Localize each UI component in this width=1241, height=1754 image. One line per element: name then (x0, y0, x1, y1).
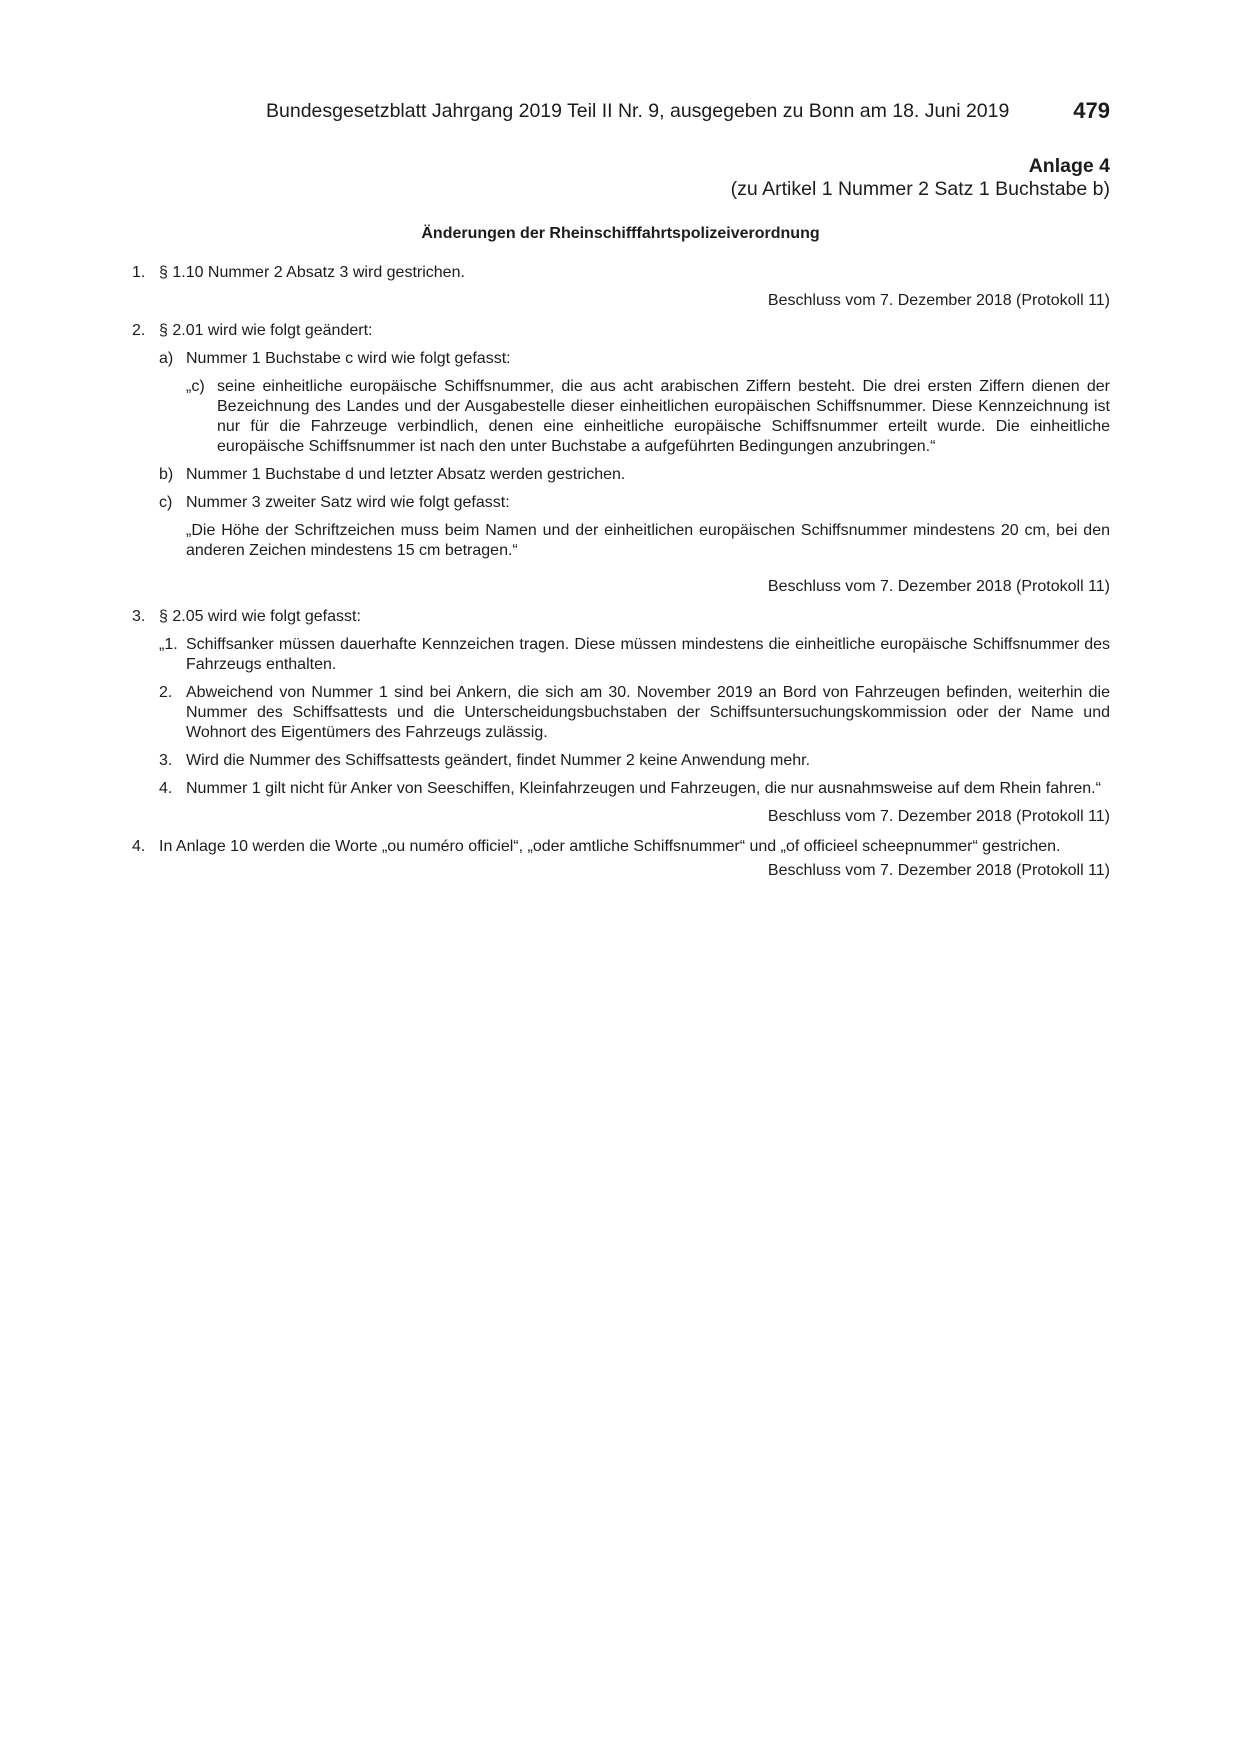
amendment-item-1 (132, 263, 1110, 283)
document-heading: Änderungen der Rheinschifffahrtspolizeiverordnung (421, 225, 820, 242)
quoted-point-number: „1. (159, 636, 178, 653)
anlage-subtitle: (zu Artikel 1 Nummer 2 Satz 1 Buchstabe b) (730, 178, 1110, 200)
quoted-point-4 (132, 779, 1110, 799)
sub-item-a (132, 349, 1110, 369)
item-text: § 2.01 wird wie folgt geändert: (159, 322, 373, 339)
sub-item-letter: c) (159, 494, 173, 511)
quoted-point-number: 4. (159, 780, 173, 797)
beschluss-line: Beschluss vom 7. Dezember 2018 (Protokoll 11) (767, 578, 1110, 595)
quoted-point-number: 2. (159, 684, 173, 701)
beschluss-line: Beschluss vom 7. Dezember 2018 (Protokoll 11) (767, 862, 1110, 879)
quoted-point-1 (132, 635, 1110, 675)
quoted-point-text: Abweichend von Nummer 1 sind bei Ankern, die sich am 30. November 2019 an Bord von Fahrzeugen befinden, weiterhin die Nummer des Schiffsattests und die Unterscheidungsbuchstaben der Schiffsuntersuchungskommission oder der Name und Wohnort des Eigentümers des Fahrzeugs zulässig. (186, 684, 1110, 741)
quoted-point-text: Wird die Nummer des Schiffsattests geändert, findet Nummer 2 keine Anwendung mehr. (186, 752, 811, 769)
item-text: In Anlage 10 werden die Worte „ou numéro officiel“, „oder amtliche Schiffsnummer“ und „of officieel scheepnummer“ gestrichen. (159, 838, 1061, 855)
anlage-title: Anlage 4 (1028, 155, 1110, 177)
quoted-point-letter: „c) (186, 378, 205, 395)
item-text: § 2.05 wird wie folgt gefasst: (159, 608, 361, 625)
amendment-item-4 (132, 837, 1110, 857)
page-number: 479 (1073, 98, 1110, 123)
item-number: 3. (132, 608, 146, 625)
amendment-item-3 (132, 607, 1110, 627)
sub-item-letter: a) (159, 350, 174, 367)
quoted-point-3 (132, 751, 1110, 771)
quoted-point-text: Nummer 1 gilt nicht für Anker von Seeschiffen, Kleinfahrzeugen und Fahrzeugen, die nur ausnahmsweise auf dem Rhein fahren.“ (186, 780, 1101, 797)
item-text: § 1.10 Nummer 2 Absatz 3 wird gestrichen. (159, 264, 465, 281)
header-title: Bundesgesetzblatt Jahrgang 2019 Teil II Nr. 9, ausgegeben zu Bonn am 18. Juni 2019 (266, 100, 1010, 122)
quoted-point-text: Schiffsanker müssen dauerhafte Kennzeichen tragen. Diese müssen mindestens die einheitliche europäische Schiffsnummer des Fahrzeugs enthalten. (186, 636, 1110, 673)
beschluss-line: Beschluss vom 7. Dezember 2018 (Protokoll 11) (767, 808, 1110, 825)
amendment-list (132, 263, 1110, 881)
sub-item-b (132, 465, 1110, 485)
sub-item-text: Nummer 1 Buchstabe d und letzter Absatz werden gestrichen. (186, 466, 626, 483)
quoted-point-text: seine einheitliche europäische Schiffsnummer, die aus acht arabischen Ziffern besteht. Die drei ersten Ziffern dienen der Bezeichnung des Landes und der Ausgabestelle dieser einheitlichen europäischen Schiffsnummer. Diese Kennzeichnung ist nur für die Fahrzeuge verbindlich, denen eine einheitliche europäische Schiffsnummer erteilt wurde. Die einheitliche europäische Schiffsnummer ist nach den unter Buchstabe a aufgeführten Bedingungen anzubringen.“ (217, 378, 1110, 455)
sub-item-letter: b) (159, 466, 174, 483)
sub-item-c (132, 493, 1110, 513)
sub-item-text: Nummer 3 zweiter Satz wird wie folgt gefasst: (186, 494, 510, 511)
item-number: 2. (132, 322, 146, 339)
sub-item-text: Nummer 1 Buchstabe c wird wie folgt gefasst: (186, 350, 511, 367)
amendment-item-2 (132, 321, 1110, 341)
quoted-point-number: 3. (159, 752, 173, 769)
quoted-point-2 (132, 683, 1110, 743)
item-number: 4. (132, 838, 146, 855)
quoted-sentence: „Die Höhe der Schriftzeichen muss beim Namen und der einheitlichen europäischen Schiffsnummer mindestens 20 cm, bei den anderen Zeichen mindestens 15 cm betragen.“ (186, 522, 1110, 559)
quoted-point-c (132, 377, 1110, 457)
beschluss-line: Beschluss vom 7. Dezember 2018 (Protokoll 11) (767, 292, 1110, 309)
item-number: 1. (132, 264, 146, 281)
